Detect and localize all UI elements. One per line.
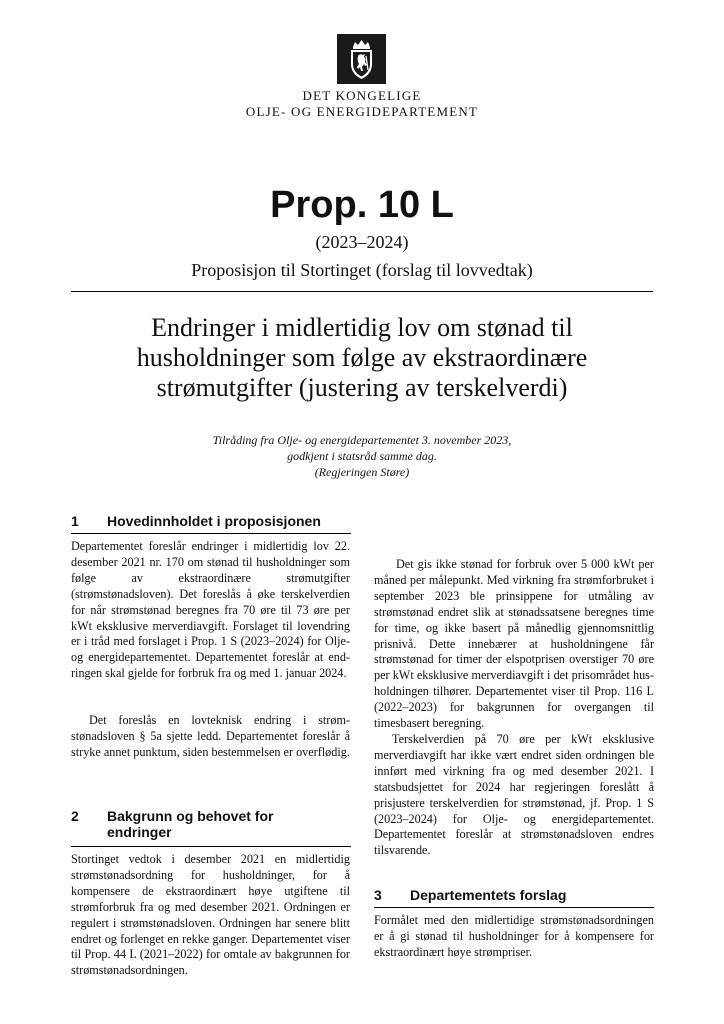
section-2-title: Bakgrunn og behovet for endringer	[107, 808, 274, 840]
section-3-paragraph-1: Formålet med den midlertidige strømstønadsordningen er å gi stønad til husholdninger for å kompensere for ekstraordinært høye strømpriser.	[374, 913, 654, 959]
section-2-paragraph-2: Det gis ikke stønad for forbruk over 5 000 kWt per måned per målepunkt. Med virkning fra strømforbruket i september 2023 ble prinsippene for utmåling av strømstønad endret slik at stønadssatsene beregnes time for time, og ikke basert på månedlig gjennomsnittlig prisnivå. Dette innebærer at husholdningene får strømstønad for timer der elspotprisen overstiger 70 øre per kWt eksklusive merverdiavgift i det prisområdet husholdningen tilhører. Departementet viser til Prop. 116 L (2022–2023) for bakgrunnen for overgangen til timesbasert beregning.	[374, 557, 654, 731]
coat-of-arms-icon	[337, 34, 386, 84]
lion-crest-icon	[337, 34, 386, 84]
section-1-paragraph-1: Departementet foreslår endringer i midlertidig lov 22. desember 2021 nr. 170 om stønad til husholdninger som følge av ekstraordinære strømutgifter (strømstønadsloven). Det foreslås å øke terskelverdien for når strømstønad beregnes fra 70 øre til 73 øre per kWt eksklusive merverdiavgift. Forslaget til lovendring er i tråd med forslaget i Prop. 1 S (2023–2024) for Olje- og energidepartementet. Departementet foreslår at endringen skal gjelde for forbruk fra og med 1. januar 2024.	[71, 539, 350, 681]
section-1-rule	[71, 533, 351, 534]
section-1-number: 1	[71, 513, 79, 529]
proposition-subtitle: Proposisjon til Stortinget (forslag til lovvedtak)	[191, 260, 533, 280]
tilrading-line-2: godkjent i statsråd samme dag.	[287, 449, 437, 463]
department-line-2: OLJE- OG ENERGIDEPARTEMENT	[245, 104, 479, 119]
proposition-session: (2023–2024)	[315, 232, 409, 252]
tilrading-line-1: Tilråding fra Olje- og energidepartementet 3. november 2023,	[212, 433, 512, 447]
main-title-line-2: husholdninger som følge av ekstraordinære	[136, 343, 588, 372]
section-3-rule	[374, 907, 654, 908]
section-3-number: 3	[374, 887, 382, 903]
tilrading-line-3: (Regjeringen Støre)	[314, 465, 410, 479]
department-line-1: DET KONGELIGE	[302, 88, 422, 103]
section-2-paragraph-1: Stortinget vedtok i desember 2021 en midlertidig strømstønadsordning for husholdninger, for å kompensere de ekstraordinært høye utgiftene til strømforbruk fra og med desember 2021. Ordningen er regulert i strømstønadsloven. Ordningen har senere blitt endret og forlenget en rekke ganger. Departementet viser til Prop. 44 L (2021–2022) for omtale av bakgrunnen for strømstønadsordningen.	[71, 852, 350, 978]
section-2-rule	[71, 846, 351, 847]
section-2-paragraph-3: Terskelverdien på 70 øre per kWt eksklusive merverdiavgift har ikke vært endret siden ordningen ble innført med virkning fra og med desember 2021. I statsbudsjettet for 2024 har regjeringen foreslått å prisjustere terskelverdien for strømstønad, jf. Prop. 1 S (2023–2024) for Olje- og energidepartementet. Departementet foreslår at strømstønadsloven endres tilsvarende.	[374, 732, 654, 858]
title-divider	[71, 291, 653, 292]
section-3-title: Departementets forslag	[410, 887, 567, 903]
section-1-title: Hovedinnholdet i proposisjonen	[107, 513, 321, 529]
proposition-title: Prop. 10 L	[270, 184, 454, 226]
main-title	[71, 313, 653, 403]
section-1-paragraph-2: Det foreslås en lovteknisk endring i strømstønadsloven § 5a sjette ledd. Departementet foreslår å stryke annet punktum, siden bestemmelsen er overflødig.	[71, 713, 350, 759]
main-title-line-1: Endringer i midlertidig lov om stønad til	[151, 313, 573, 342]
main-title-line-3: strømutgifter (justering av terskelverdi)	[156, 373, 568, 402]
tilrading-block	[71, 432, 653, 480]
section-2-number: 2	[71, 808, 79, 824]
